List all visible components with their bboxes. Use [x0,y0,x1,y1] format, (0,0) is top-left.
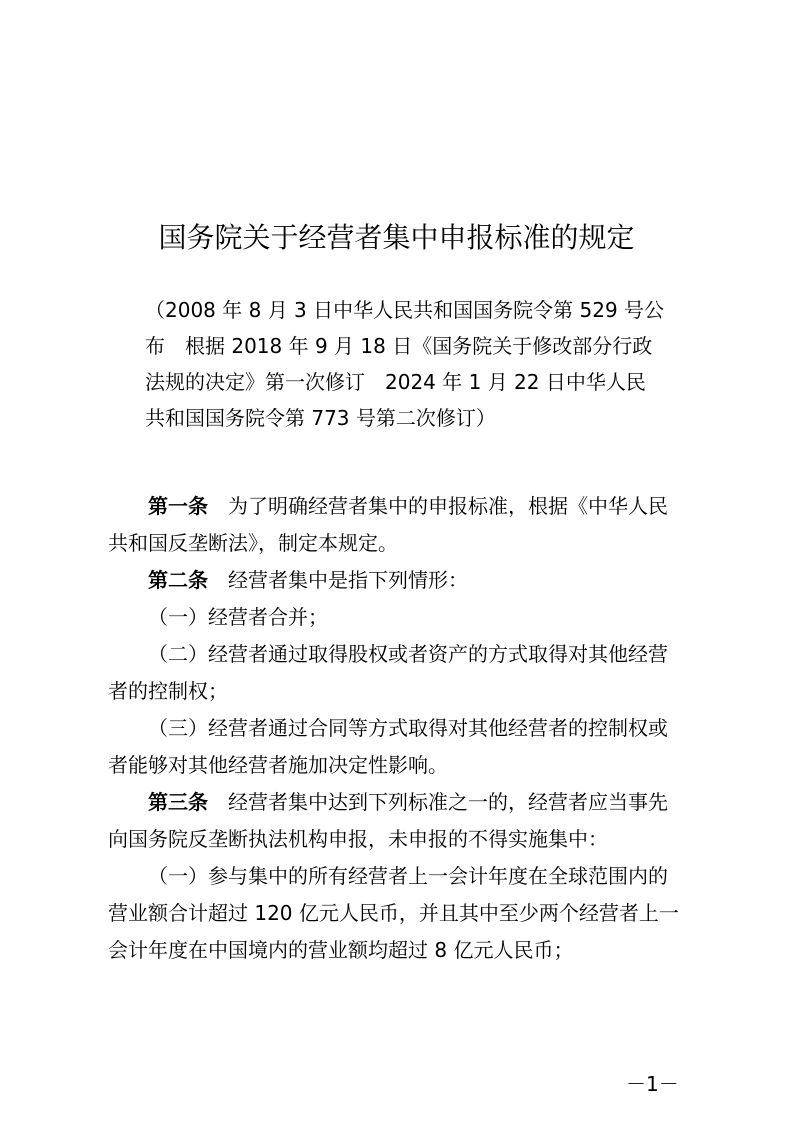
paragraph-line: 会计年度在中国境内的营业额均超过 8 亿元人民币； [108,938,574,962]
revision-history [145,292,665,436]
list-item: （一）参与集中的所有经营者上一会计年度在全球范围内的 [148,864,668,888]
paragraph-line [108,784,698,821]
paragraph-line: 者能够对其他经营者施加决定性影响。 [108,753,448,777]
article-text: 为了明确经营者集中的申报标准，根据《中华人民 [228,494,668,518]
paragraph-line [108,562,698,599]
paragraph-line [108,488,698,525]
list-item: （三）经营者通过合同等方式取得对其他经营者的控制权或 [148,716,668,740]
article-1 [108,488,698,562]
document-body [108,488,698,969]
list-item: （二）经营者通过取得股权或者资产的方式取得对其他经营 [148,642,668,666]
history-line: （2008 年 8 月 3 日中华人民共和国国务院令第 529 号公 [145,298,665,322]
article-label: 第一条 [148,494,208,518]
history-line: 共和国国务院令第 773 号第二次修订） [145,406,496,430]
document-title: 国务院关于经营者集中申报标准的规定 [158,221,635,254]
list-item: （一）经营者合并； [148,605,328,629]
history-line: 法规的决定》第一次修订 2024 年 1 月 22 日中华人民 [145,370,646,394]
article-2 [108,562,698,784]
paragraph-line: 营业额合计超过 120 亿元人民币，并且其中至少两个经营者上一 [108,901,679,925]
page-number: －1－ [626,1072,679,1096]
history-line: 布 根据 2018 年 9 月 18 日《国务院关于修改部分行政 [145,334,653,358]
article-text: 经营者集中是指下列情形： [228,568,468,592]
paragraph-line: 向国务院反垄断执法机构申报，未申报的不得实施集中： [108,827,608,851]
article-3 [108,784,698,969]
article-label: 第二条 [148,568,208,592]
paragraph-line: 者的控制权； [108,679,228,703]
article-label: 第三条 [148,790,208,814]
article-text: 经营者集中达到下列标准之一的，经营者应当事先 [228,790,668,814]
paragraph-line: 共和国反垄断法》，制定本规定。 [108,531,398,555]
